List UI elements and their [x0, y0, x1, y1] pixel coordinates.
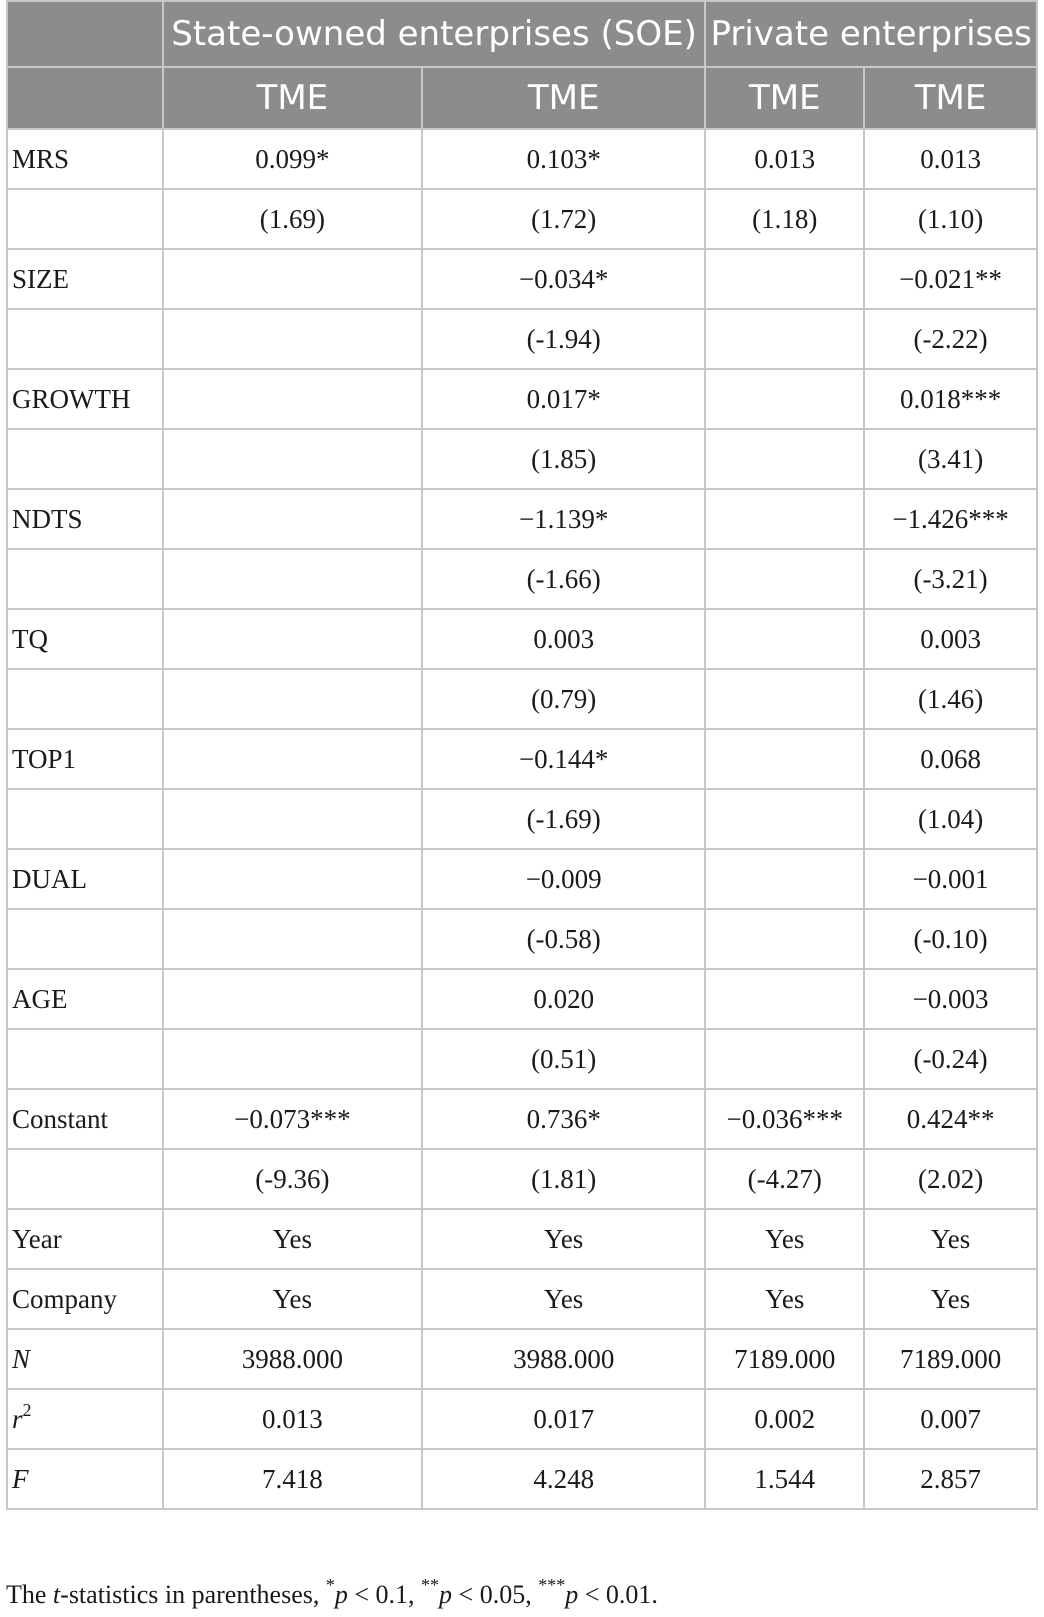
table-cell: 3988.000: [422, 1329, 705, 1389]
row-label: [7, 669, 163, 729]
table-cell: −0.073***: [163, 1089, 422, 1149]
table-row: [7, 609, 1037, 669]
row-label-text: Year: [12, 1223, 62, 1254]
row-label: [7, 189, 163, 249]
footnote-text: < 0.01.: [578, 1580, 658, 1609]
table-cell: (-0.24): [864, 1029, 1037, 1089]
table-cell: (1.46): [864, 669, 1037, 729]
table-cell: (-0.10): [864, 909, 1037, 969]
table-cell: (1.69): [163, 189, 422, 249]
table-row: [7, 669, 1037, 729]
footnote-text: < 0.1,: [347, 1580, 422, 1609]
table-cell: [705, 789, 864, 849]
table-row: [7, 1029, 1037, 1089]
footnote-stars: ***: [538, 1575, 566, 1596]
table-row: [7, 549, 1037, 609]
regression-table: [6, 0, 1038, 1510]
row-label: [7, 1089, 163, 1149]
table-cell: 0.013: [705, 129, 864, 189]
table-cell: [705, 369, 864, 429]
table-cell: 0.002: [705, 1389, 864, 1449]
header-group-row: [7, 1, 1037, 67]
header-group-soe: State-owned enterprises (SOE): [163, 1, 706, 67]
table-cell: 0.018***: [864, 369, 1037, 429]
table-cell: 1.544: [705, 1449, 864, 1509]
table-cell: [163, 429, 422, 489]
row-label-text: N: [12, 1343, 31, 1374]
row-label: [7, 1149, 163, 1209]
table-cell: 7.418: [163, 1449, 422, 1509]
row-label: [7, 249, 163, 309]
table-cell: 0.003: [422, 609, 705, 669]
table-cell: (-1.69): [422, 789, 705, 849]
row-label: [7, 549, 163, 609]
table-row: [7, 1209, 1037, 1269]
row-label-text: DUAL: [12, 863, 87, 894]
table-cell: −0.144*: [422, 729, 705, 789]
table-cell: −1.426***: [864, 489, 1037, 549]
table-row: [7, 1269, 1037, 1329]
column-header-1: TME: [163, 67, 422, 129]
row-label: [7, 489, 163, 549]
table-cell: Yes: [422, 1269, 705, 1329]
table-cell: [705, 309, 864, 369]
table-cell: 3988.000: [163, 1329, 422, 1389]
row-label-text: TQ: [12, 623, 48, 654]
row-label: [7, 309, 163, 369]
table-cell: [705, 609, 864, 669]
table-cell: Yes: [163, 1269, 422, 1329]
row-label: [7, 729, 163, 789]
table-cell: [705, 549, 864, 609]
table-row: [7, 369, 1037, 429]
table-cell: 0.013: [163, 1389, 422, 1449]
table-cell: [163, 849, 422, 909]
row-label: [7, 1449, 163, 1509]
row-label: [7, 1389, 163, 1449]
table-cell: 4.248: [422, 1449, 705, 1509]
table-cell: [163, 549, 422, 609]
table-cell: [705, 249, 864, 309]
table-cell: [705, 849, 864, 909]
table-cell: 0.017: [422, 1389, 705, 1449]
table-cell: [705, 729, 864, 789]
table-row: [7, 309, 1037, 369]
table-cell: [163, 669, 422, 729]
table-cell: [163, 729, 422, 789]
row-label: [7, 1209, 163, 1269]
row-label-text: Constant: [12, 1103, 109, 1134]
row-label-text: AGE: [12, 983, 68, 1014]
column-header-blank: [7, 67, 163, 129]
column-header-4: TME: [864, 67, 1037, 129]
row-label-text: SIZE: [12, 263, 69, 294]
footnote-text: < 0.05,: [452, 1580, 539, 1609]
table-cell: [705, 669, 864, 729]
table-cell: (-4.27): [705, 1149, 864, 1209]
table-cell: −0.001: [864, 849, 1037, 909]
row-label-text: r: [12, 1403, 23, 1434]
row-label: [7, 1029, 163, 1089]
row-label-text: GROWTH: [12, 383, 131, 414]
row-label: [7, 429, 163, 489]
row-label: [7, 969, 163, 1029]
table-row: [7, 429, 1037, 489]
table-cell: 7189.000: [705, 1329, 864, 1389]
table-cell: (2.02): [864, 1149, 1037, 1209]
footnote-text: The: [6, 1580, 53, 1609]
table-cell: [705, 969, 864, 1029]
footnote-stars: **: [421, 1575, 440, 1596]
table-row: [7, 729, 1037, 789]
row-label: [7, 1269, 163, 1329]
row-label: [7, 609, 163, 669]
table-cell: Yes: [864, 1209, 1037, 1269]
table-cell: 0.007: [864, 1389, 1037, 1449]
column-header-3: TME: [705, 67, 864, 129]
table-row: [7, 129, 1037, 189]
regression-table-container: [6, 0, 1038, 1510]
row-label: [7, 369, 163, 429]
table-cell: −0.036***: [705, 1089, 864, 1149]
table-cell: 0.003: [864, 609, 1037, 669]
header-column-row: [7, 67, 1037, 129]
row-label: [7, 1329, 163, 1389]
row-label-text: MRS: [12, 143, 70, 174]
table-cell: Yes: [705, 1269, 864, 1329]
table-cell: [705, 1029, 864, 1089]
table-cell: (0.79): [422, 669, 705, 729]
footnote-p-symbol: p: [334, 1580, 348, 1609]
table-cell: (-3.21): [864, 549, 1037, 609]
table-cell: [163, 909, 422, 969]
table-cell: (1.81): [422, 1149, 705, 1209]
table-row: [7, 1089, 1037, 1149]
table-cell: [163, 969, 422, 1029]
table-row: [7, 789, 1037, 849]
table-cell: [163, 1029, 422, 1089]
footnote-p-symbol: p: [439, 1580, 453, 1609]
table-cell: 0.013: [864, 129, 1037, 189]
table-cell: 0.099*: [163, 129, 422, 189]
table-cell: (-0.58): [422, 909, 705, 969]
table-footnote: [6, 1575, 658, 1610]
row-label: [7, 129, 163, 189]
table-cell: 2.857: [864, 1449, 1037, 1509]
header-group-blank: [7, 1, 163, 67]
footnote-p-symbol: p: [565, 1580, 579, 1609]
table-row: [7, 1449, 1037, 1509]
footnote-stars: *: [325, 1575, 335, 1596]
table-cell: [705, 909, 864, 969]
table-cell: (-9.36): [163, 1149, 422, 1209]
table-cell: 0.020: [422, 969, 705, 1029]
table-cell: −0.003: [864, 969, 1037, 1029]
row-label: [7, 849, 163, 909]
table-cell: 0.424**: [864, 1089, 1037, 1149]
column-header-2: TME: [422, 67, 705, 129]
table-cell: Yes: [422, 1209, 705, 1269]
table-cell: 0.736*: [422, 1089, 705, 1149]
table-cell: −0.021**: [864, 249, 1037, 309]
table-row: [7, 249, 1037, 309]
table-cell: −0.034*: [422, 249, 705, 309]
table-cell: (1.04): [864, 789, 1037, 849]
row-label: [7, 909, 163, 969]
table-row: [7, 849, 1037, 909]
header-group-private: Private enterprises: [705, 1, 1037, 67]
footnote-text: -statistics in parentheses,: [60, 1580, 326, 1609]
table-cell: (0.51): [422, 1029, 705, 1089]
row-label-text: TOP1: [12, 743, 77, 774]
table-row: [7, 969, 1037, 1029]
table-cell: (3.41): [864, 429, 1037, 489]
table-row: [7, 1329, 1037, 1389]
footnote-t-symbol: t: [52, 1580, 61, 1609]
table-cell: (-1.66): [422, 549, 705, 609]
table-cell: 7189.000: [864, 1329, 1037, 1389]
table-cell: [705, 429, 864, 489]
table-row: [7, 1389, 1037, 1449]
table-cell: Yes: [163, 1209, 422, 1269]
table-cell: [163, 789, 422, 849]
table-cell: [163, 369, 422, 429]
row-label-superscript: 2: [22, 1399, 32, 1420]
table-cell: (1.72): [422, 189, 705, 249]
table-cell: [163, 609, 422, 669]
table-row: [7, 189, 1037, 249]
table-body: [7, 129, 1037, 1509]
table-cell: [705, 489, 864, 549]
table-cell: Yes: [864, 1269, 1037, 1329]
table-cell: Yes: [705, 1209, 864, 1269]
table-cell: (1.10): [864, 189, 1037, 249]
table-cell: 0.017*: [422, 369, 705, 429]
table-cell: −1.139*: [422, 489, 705, 549]
table-cell: [163, 489, 422, 549]
table-cell: (1.18): [705, 189, 864, 249]
table-cell: [163, 249, 422, 309]
table-cell: 0.068: [864, 729, 1037, 789]
row-label: [7, 789, 163, 849]
row-label-text: NDTS: [12, 503, 83, 534]
row-label-text: Company: [12, 1283, 117, 1314]
table-row: [7, 909, 1037, 969]
table-cell: (1.85): [422, 429, 705, 489]
table-cell: 0.103*: [422, 129, 705, 189]
table-row: [7, 1149, 1037, 1209]
table-cell: [163, 309, 422, 369]
table-cell: (-2.22): [864, 309, 1037, 369]
table-row: [7, 489, 1037, 549]
table-cell: −0.009: [422, 849, 705, 909]
row-label-text: F: [12, 1463, 29, 1494]
table-cell: (-1.94): [422, 309, 705, 369]
